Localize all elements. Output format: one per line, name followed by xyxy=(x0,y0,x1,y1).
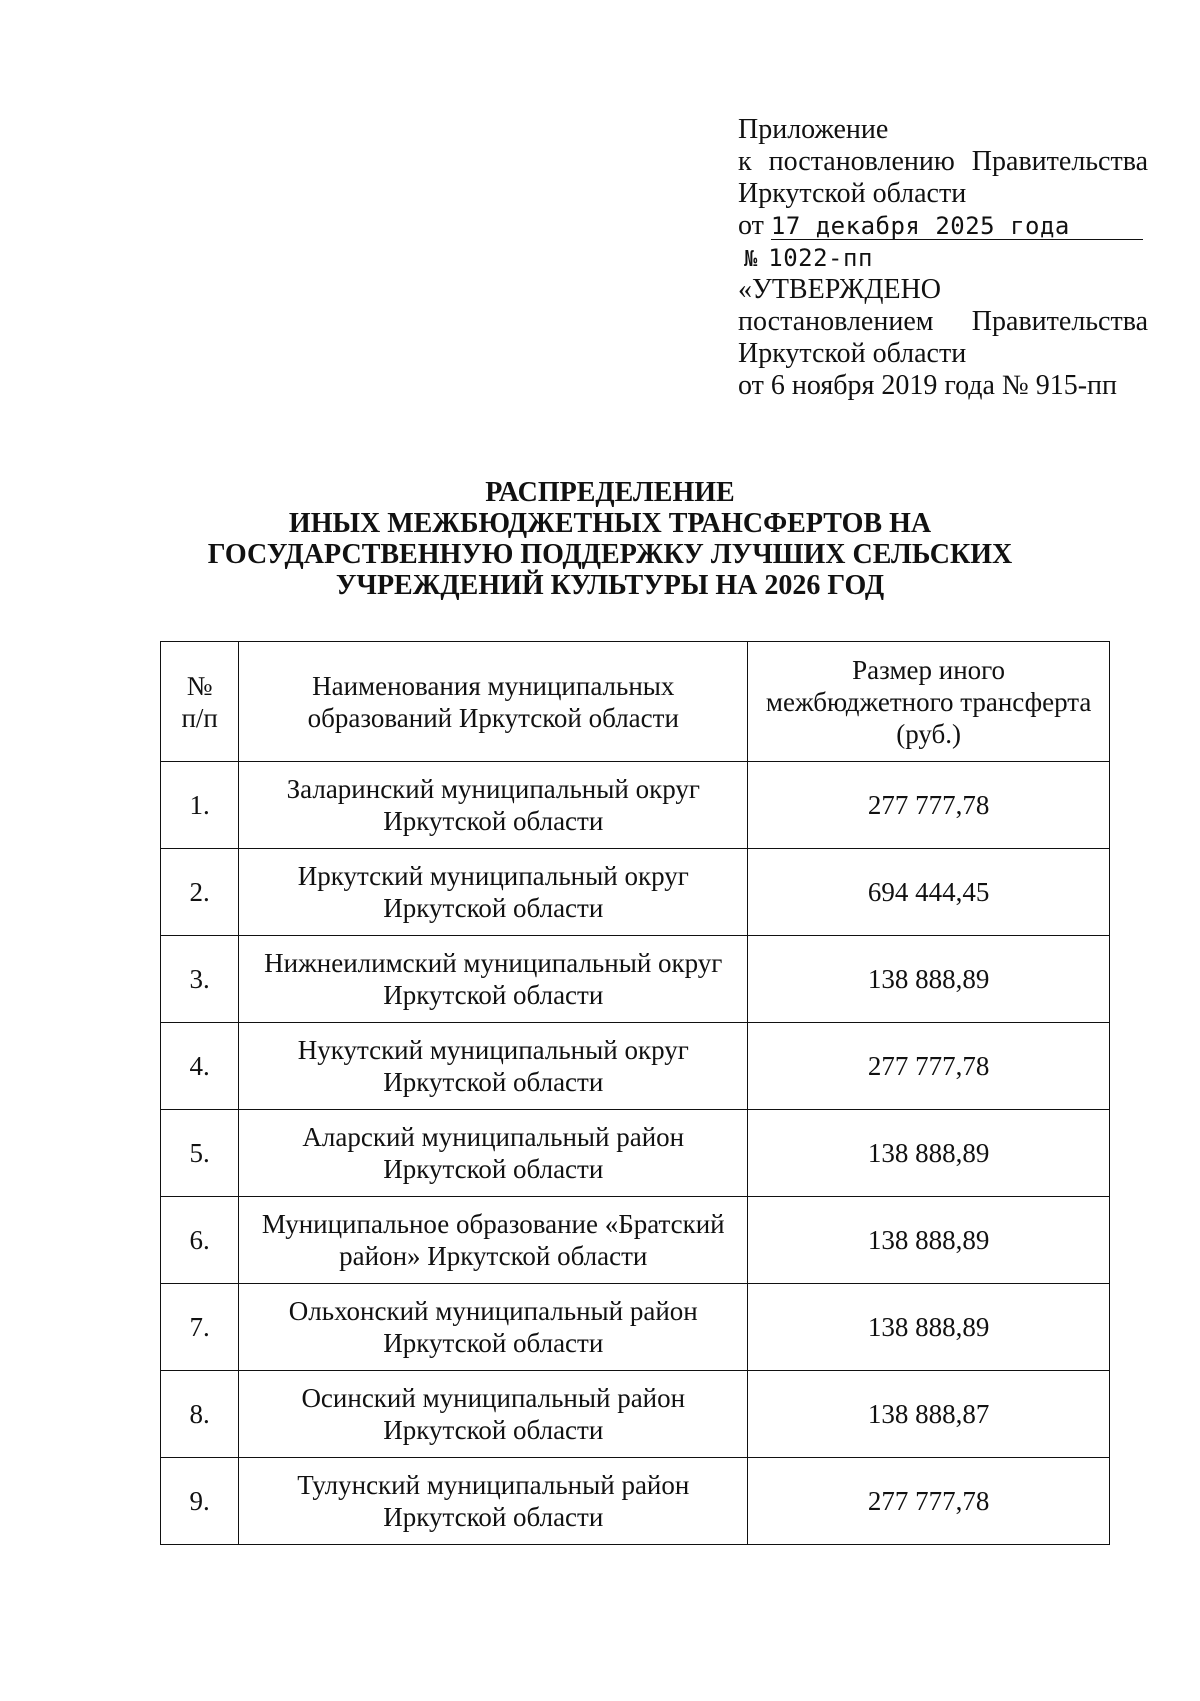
row-number: 7. xyxy=(161,1284,239,1371)
title-line-3: ГОСУДАРСТВЕННУЮ ПОДДЕРЖКУ ЛУЧШИХ СЕЛЬСКИХ xyxy=(207,539,1013,570)
resolution-date-field xyxy=(771,213,1143,240)
attachment-region: Иркутской области xyxy=(738,178,967,209)
row-amount: 138 888,89 xyxy=(748,1284,1110,1371)
table-row xyxy=(161,1371,1110,1458)
document-title xyxy=(140,477,1080,601)
row-municipality: Аларский муниципальный район Иркутской области xyxy=(239,1110,748,1197)
row-amount: 277 777,78 xyxy=(748,762,1110,849)
attachment-resolution-ref: к постановлению Правительства xyxy=(738,146,1148,177)
attachment-block xyxy=(738,114,1148,402)
header-amount: Размер иного межбюджетного трансферта (руб.) xyxy=(748,642,1110,762)
row-number: 1. xyxy=(161,762,239,849)
table-row xyxy=(161,1197,1110,1284)
row-amount: 138 888,87 xyxy=(748,1371,1110,1458)
title-line-1: РАСПРЕДЕЛЕНИЕ xyxy=(485,477,735,508)
approved-date: от 6 ноября 2019 года № 915-пп xyxy=(738,370,1117,401)
row-number: 3. xyxy=(161,936,239,1023)
table-header-row xyxy=(161,642,1110,762)
table-row xyxy=(161,762,1110,849)
table-row xyxy=(161,1110,1110,1197)
row-amount: 694 444,45 xyxy=(748,849,1110,936)
resolution-number-value: 1022-пп xyxy=(768,244,873,272)
row-amount: 138 888,89 xyxy=(748,936,1110,1023)
table-row xyxy=(161,1458,1110,1545)
approved-region: Иркутской области xyxy=(738,338,967,369)
header-municipality: Наименования муниципальных образований Иркутской области xyxy=(239,642,748,762)
attachment-heading: Приложение xyxy=(738,114,889,145)
row-number: 5. xyxy=(161,1110,239,1197)
row-amount: 138 888,89 xyxy=(748,1197,1110,1284)
row-municipality: Заларинский муниципальный округ Иркутской области xyxy=(239,762,748,849)
table-row xyxy=(161,936,1110,1023)
row-amount: 138 888,89 xyxy=(748,1110,1110,1197)
row-municipality: Муниципальное образование «Братский район» Иркутской области xyxy=(239,1197,748,1284)
row-number: 9. xyxy=(161,1458,239,1545)
header-number: № п/п xyxy=(161,642,239,762)
row-municipality: Нижнеилимский муниципальный округ Иркутской области xyxy=(239,936,748,1023)
row-amount: 277 777,78 xyxy=(748,1458,1110,1545)
title-line-2: ИНЫХ МЕЖБЮДЖЕТНЫХ ТРАНСФЕРТОВ НА xyxy=(288,508,932,539)
attachment-date-line xyxy=(738,210,1148,242)
approved-by: постановлением Правительства xyxy=(738,306,1148,337)
date-prefix: от xyxy=(738,210,764,241)
row-municipality: Тулунский муниципальный район Иркутской области xyxy=(239,1458,748,1545)
number-sign: № xyxy=(744,247,758,272)
approved-heading: «УТВЕРЖДЕНО xyxy=(738,274,942,305)
row-municipality: Ольхонский муниципальный район Иркутской области xyxy=(239,1284,748,1371)
row-municipality: Иркутский муниципальный округ Иркутской области xyxy=(239,849,748,936)
row-number: 4. xyxy=(161,1023,239,1110)
resolution-date-value: 17 декабря 2025 года xyxy=(770,212,1070,240)
row-number: 6. xyxy=(161,1197,239,1284)
distribution-table xyxy=(160,641,1110,1545)
table-row xyxy=(161,1023,1110,1110)
title-line-4: УЧРЕЖДЕНИЙ КУЛЬТУРЫ НА 2026 ГОД xyxy=(335,570,885,601)
row-number: 2. xyxy=(161,849,239,936)
row-number: 8. xyxy=(161,1371,239,1458)
row-municipality: Нукутский муниципальный округ Иркутской области xyxy=(239,1023,748,1110)
table-row xyxy=(161,1284,1110,1371)
table-row xyxy=(161,849,1110,936)
row-amount: 277 777,78 xyxy=(748,1023,1110,1110)
row-municipality: Осинский муниципальный район Иркутской области xyxy=(239,1371,748,1458)
attachment-number-line xyxy=(738,242,1148,274)
